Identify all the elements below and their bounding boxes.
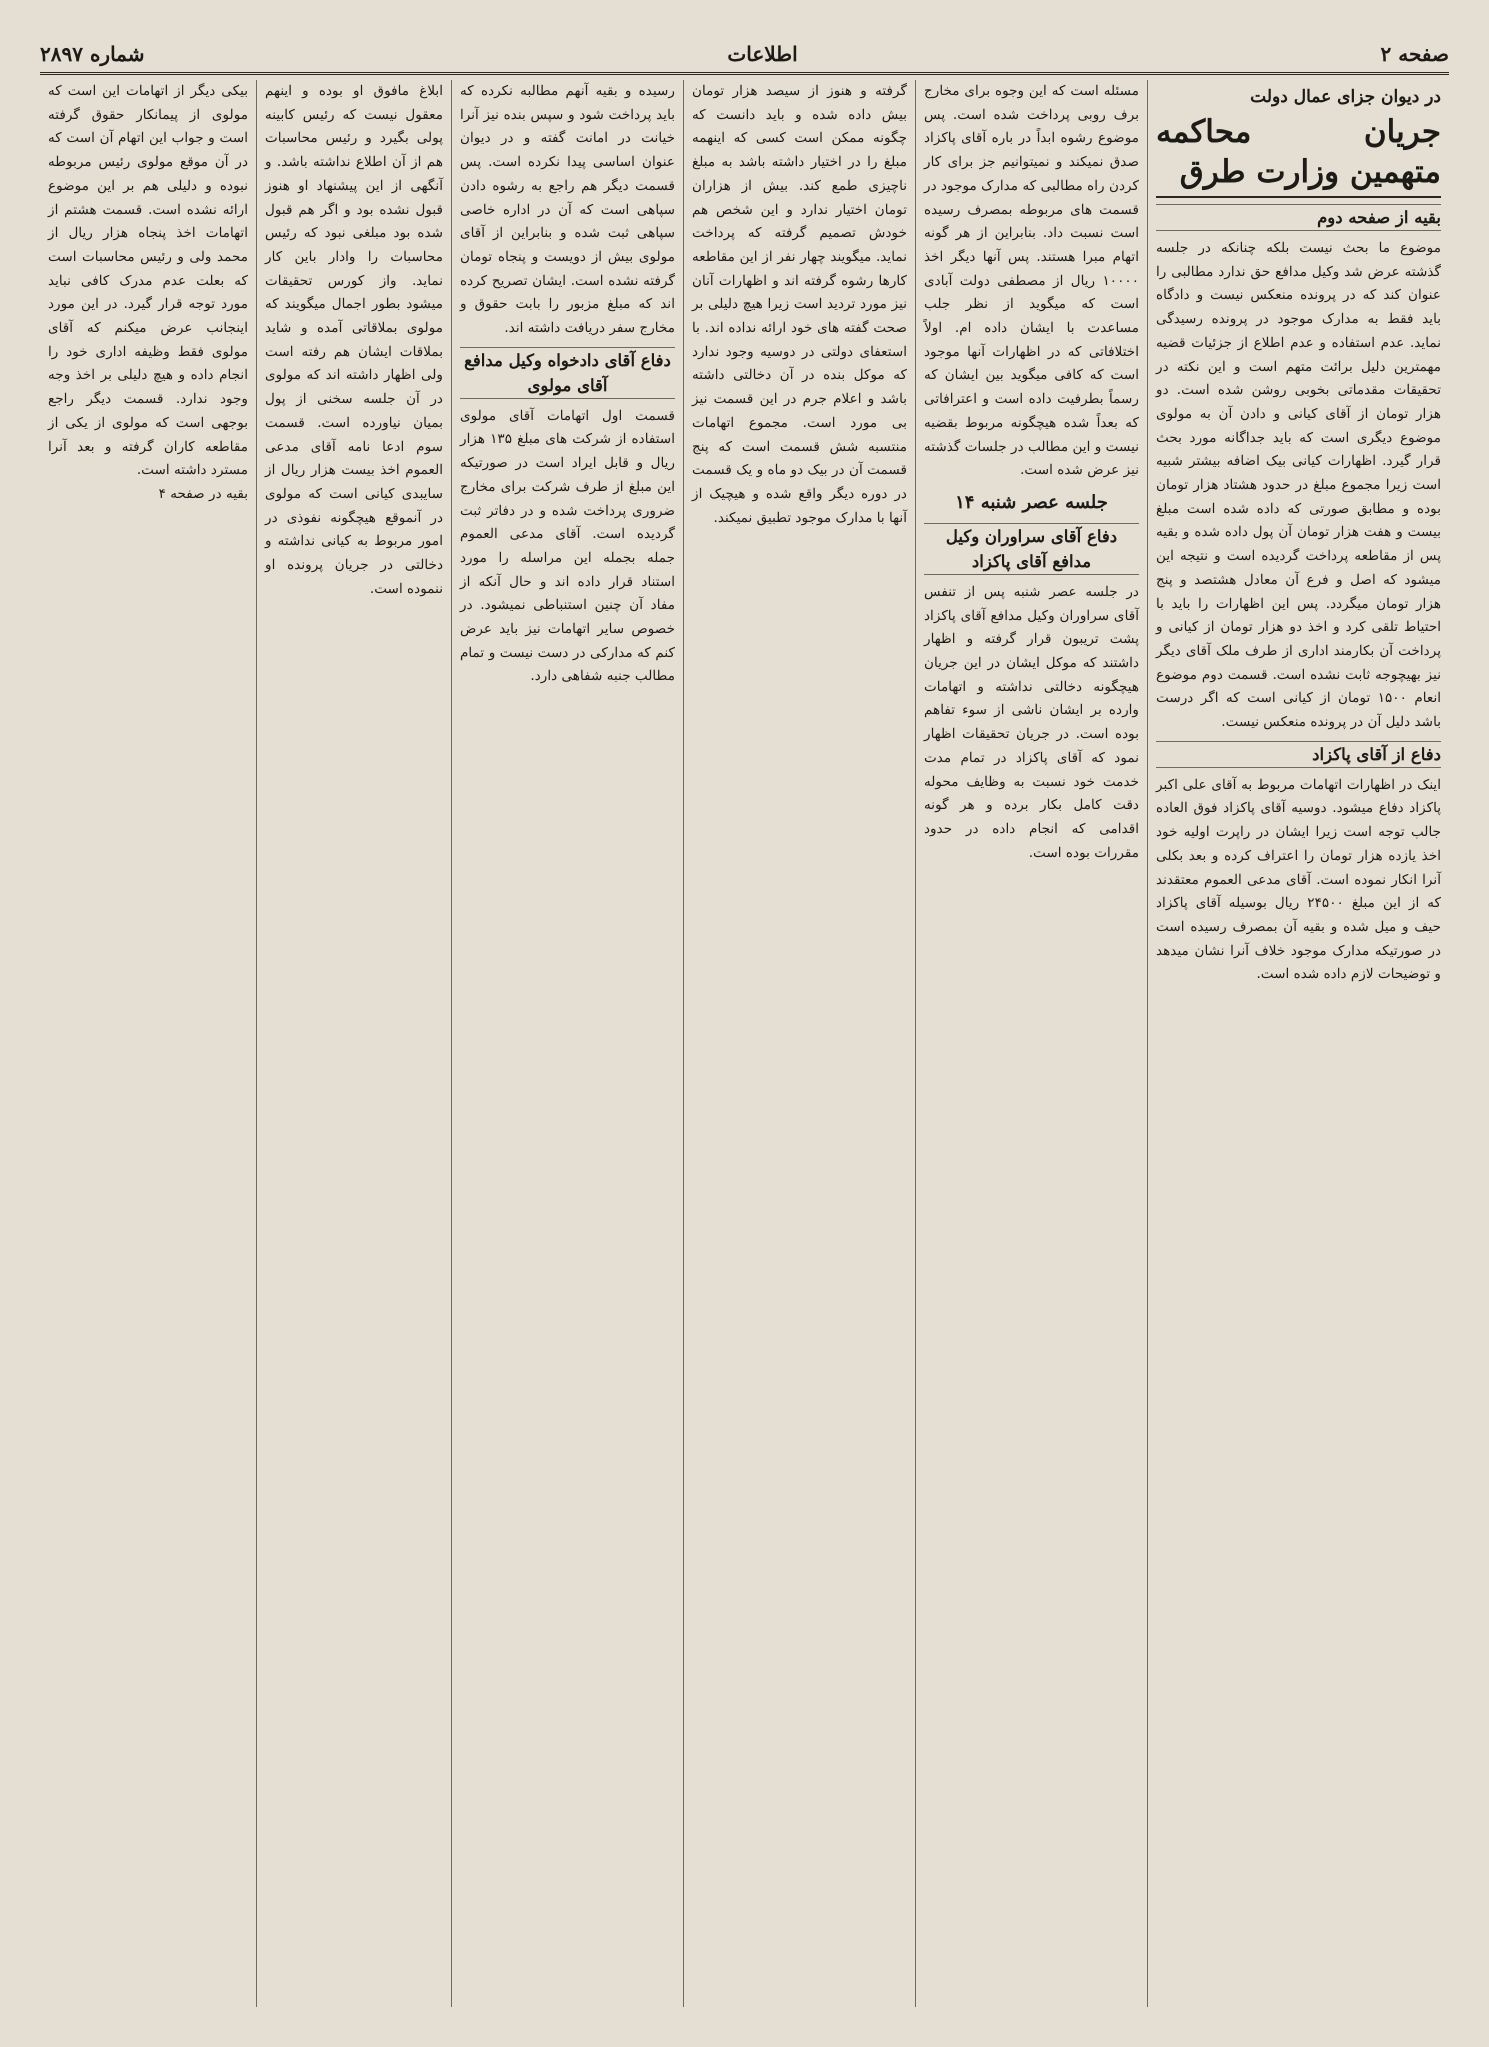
article-paragraph: بیکی دیگر از اتهامات این است که مولوی از پیمانکار حقوق گرفته است و جواب این اتهام آن است که در آن موقع مولوی رئیس مربوطه نبوده و دلیلی هم بر این موضوع ارائه نشده است. قسمت هشتم از اتهامات اخذ پنجاه هزار ریال از محمد ولی و رئیس محاسبات است که بعلت عدم مدرک کافی نباید مورد توجه قرار گیرد. در این مورد اینجانب عرض میکنم که آقای مولوی فقط وظیفه اداری خود را انجام داده و هیچ دلیلی بر اخذ وجه وجود ندارد. قسمت دیگر راجع بوجهی است که مولوی از یکی از مقاطعه کاران گرفته و بعد آنرا مسترد داشته است.: [48, 83, 248, 479]
column-6: [40, 80, 256, 2007]
article-paragraph: در جلسه عصر شنبه پس از تنفس آقای سراوران وکیل مدافع آقای پاکزاد پشت تریبون قرار گرفته و اظهار داشتند که موکل ایشان در این جریان هیچگونه دخالتی نداشته و اتهامات وارده بر ایشان ناشی از سوء تفاهم بوده است. در جریان تحقیقات اظهار نمود که آقای پاکزاد در تمام مدت خدمت خود نسبت به وظایف محوله دقت کامل بکار برده و هر گونه اقدامی که انجام داده در حدود مقررات بوده است.: [924, 583, 1139, 861]
session-subheading: دفاع آقای سراوران وکیل مدافع آقای پاکزاد: [924, 523, 1139, 575]
kicker: در دیوان جزای عمال دولت: [1250, 87, 1441, 107]
article-paragraph: مسئله است که این وجوه برای مخارج برف روبی پرداخت شده است. پس موضوع رشوه ابداً در باره آقای پاکزاد صدق نمیکند و نمیتوانیم جز برای کار کردن راه مطالبی که مدارک موجود در قسمت های مربوطه بمصرف رسیده است نسبت داد. بنابراین از هر گونه اتهام مبرا هستند. پس آنها دیگر اخذ ۱۰۰۰۰ ریال از مصطفی دولت آبادی است که میگوید از نظر جلب مساعدت با ایشان داده ام. اولاً اختلافاتی که در اظهارات آنها موجود است که کافی میگوید بین ایشان که رسماً بطرفیت داده است و اعترافاتی که بعداً شده هیچگونه مربوط بقضیه نیست و این مطالب در جلسات گذشته نیز عرض شده است.: [924, 83, 1139, 479]
column-2: [915, 80, 1147, 2007]
article-paragraph: ابلاغ مافوق او بوده و اینهم معقول نیست که رئیس کابینه پولی بگیرد و رئیس محاسبات هم از آن اطلاع نداشته باشد. و آنگهی از این پیشنهاد او هنوز قبول نشده بود و اگر هم قبول شده بود مبلغی نبود که رئیس محاسبات را وادار باین کار نماید. واز کورس تحقیقات میشود بطور اجمال میگویند که مولوی بملاقاتی آمده و شاید بملاقات ایشان هم رفته است ولی اظهار داشته اند که مولوی در آن جلسه سخنی از پول بمیان نیاورده است. قسمت سوم ادعا نامه آقای مدعی العموم اخذ بیست هزار ریال از سایبدی کیانی است که مولوی در آنموقع هیچگونه نفوذی در امور مربوط به کیانی نداشته و دخالتی در جریان پرونده او ننموده است.: [265, 83, 443, 597]
article-paragraph: قسمت اول اتهامات آقای مولوی استفاده از شرکت های مبلغ ۱۳۵ هزار ریال و قابل ایراد است در صورتیکه این مبلغ از طرف شرکت برای مخارج ضروری پرداخت شده و در دفاتر ثبت گردیده است. آقای مدعی العموم جمله بجمله این مراسله را مورد استناد قرار داده اند و حال آنکه از مفاد آن چنین استنباطی نمیشود. در خصوص سایر اتهامات نیز باید عرض کنم که مدارکی در دست نیست و تمام مطالب جنبه شفاهی دارد.: [460, 407, 675, 685]
defense-subhead: دفاع از آقای پاکزاد: [1156, 741, 1441, 768]
article-columns: [40, 80, 1449, 2007]
issue-label: شماره ۲۸۹۷: [40, 42, 145, 66]
article-paragraph: موضوع ما بحث نیست بلکه چنانکه در جلسه گذشته عرض شد وکیل مدافع حق ندارد مطالبی را عنوان کند که در پرونده منعکس نیست و دادگاه باید فقط به مدارک موجود در پرونده رسیدگی نماید. عدم استفاده و عدم اطلاع از جزئیات قضیه مهمترین دلیل برائت متهم است و این نکته در تحقیقات مقدماتی بخوبی روشن شده است. دو هزار تومان از آقای کیانی و دادن آن به مولوی موضوع دیگری است که باید جداگانه مورد بحث قرار گیرد. اظهارات کیانی بیک اضافه بیشتر شبیه است زیرا مجموع مبلغ در حدود هشتاد هزار تومان بوده و مطابق صورتی که داده شده است مبلغ بیست و هفت هزار تومان آن پول داده شده و بقیه پس از مقاطعه پرداخت گردیده است و نتیجه این میشود که اصل و فرع آن معادل هشتصد و پنج هزار تومان میگردد. پس این اظهارات را باید با احتیاط تلقی کرد و اخذ دو هزار تومان از کیانی و پرداخت آن بکارمند اداری از طرف ملک آقای دیگر نیز بهیچوجه ثابت نشده است. قسمت دوم موضوع انعام ۱۵۰۰ تومان از کیانی است که اگر درست باشد دلیل آن در پرونده منعکس نیست.: [1156, 240, 1441, 731]
session-heading: جلسه عصر شنبه ۱۴: [955, 491, 1108, 513]
page-label: صفحه ۲: [1380, 42, 1449, 66]
paper-name: اطلاعات: [727, 42, 798, 66]
continued-footer: بقیه در صفحه ۴: [158, 485, 248, 502]
mowlavi-subhead: دفاع آقای دادخواه وکیل مدافع آقای مولوی: [460, 347, 675, 399]
article-paragraph: اینک در اظهارات اتهامات مربوط به آقای علی اکبر پاکزاد دفاع میشود. دوسیه آقای پاکزاد فوق العاده جالب توجه است زیرا ایشان در راپرت اولیه خود اخذ یازده هزار تومان را اعتراف کرده و بعد بکلی آنرا انکار نموده است. آقای مدعی العموم معتقدند که از این مبلغ ۲۴۵۰۰ ریال بوسیله آقای پاکزاد حیف و میل شده و بقیه آن بمصرف رسیده است در صورتیکه مدارک موجود خلاف آنرا نشان میدهد و توضیحات لازم داده شده است.: [1156, 776, 1441, 983]
column-3: [683, 80, 915, 2007]
column-4: [451, 80, 683, 2007]
page-title: جریان محاکمه متهمین وزارت طرق: [1156, 112, 1441, 198]
column-1: [1147, 80, 1449, 2007]
masthead: [40, 36, 1449, 75]
continued-label: بقیه از صفحه دوم: [1156, 204, 1441, 231]
article-paragraph: رسیده و بقیه آنهم مطالبه نکرده که باید پرداخت شود و سپس بنده نیز آنرا خیانت در امانت گفته و در دیوان عنوان اساسی پیدا نکرده است. پس قسمت دیگر هم راجع به رشوه دادن سپاهی است که آن در اداره خاصی سپاهی ثبت شده و بنابراین از آقای مولوی بیش از دویست و پنجاه تومان گرفته نشده است. ایشان تصریح کرده اند که مبلغ مزبور را بابت حقوق و مخارج سفر دریافت داشته اند.: [460, 83, 675, 337]
column-5: [256, 80, 451, 2007]
article-paragraph: گرفته و هنوز از سیصد هزار تومان بیش داده شده و باید دانست که چگونه ممکن است کسی که اینهمه مبلغ را در اختیار داشته باشد به مبلغ ناچیزی طمع کند. بیش از هزاران تومان اختیار ندارد و این شخص هم خودش تصمیم گرفته که پرداخت نماید. میگویند چهار نفر از این مقاطعه کارها رشوه گرفته اند و اظهارات آنان نیز مورد تردید است زیرا هیچ دلیلی بر صحت گفته های خود ارائه نداده اند. با استعفای دولتی در دوسیه وجود ندارد که موکل بنده در آن دخالتی داشته باشد و اعلام جرم در این قسمت نیز بی مورد است. مجموع اتهامات منتسبه شش قسمت است که پنج قسمت آن در بیک دو ماه و یک قسمت در دوره دیگر واقع شده و هیچیک از آنها با مدارک موجود تطبیق نمیکند.: [692, 83, 907, 526]
